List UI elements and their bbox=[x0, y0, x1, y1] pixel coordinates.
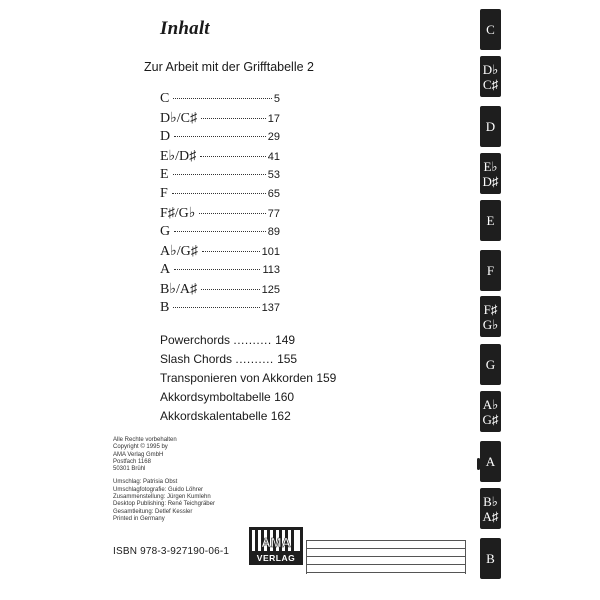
toc-page-number: 41 bbox=[267, 151, 280, 163]
toc-page-number: 89 bbox=[267, 226, 280, 238]
key-tab[interactable] bbox=[480, 488, 501, 529]
toc-page-number: 53 bbox=[267, 169, 280, 181]
toc-page-number: 29 bbox=[267, 131, 280, 143]
imprint-line: Copyright © 1995 by bbox=[113, 444, 168, 451]
imprint-line: Umschlag: Patrisia Obst bbox=[113, 479, 178, 486]
extra-label: Akkordsymboltabelle bbox=[160, 390, 271, 404]
toc-row[interactable] bbox=[160, 205, 280, 224]
publisher-block bbox=[113, 437, 215, 473]
toc-leader bbox=[174, 136, 266, 137]
imprint-line: Umschlagfotografie: Guido Löhrer bbox=[113, 486, 204, 493]
key-tab[interactable] bbox=[480, 9, 501, 50]
extra-label: Transponieren von Akkorden bbox=[160, 371, 313, 385]
toc-leader bbox=[202, 251, 260, 252]
toc-key: G bbox=[160, 224, 171, 239]
toc-row[interactable] bbox=[160, 300, 280, 319]
tab-label: A bbox=[485, 454, 496, 469]
imprint-line: 50301 Brühl bbox=[113, 466, 146, 473]
toc-row[interactable] bbox=[160, 262, 280, 281]
toc-row[interactable] bbox=[160, 148, 280, 167]
key-tab[interactable] bbox=[480, 200, 501, 241]
toc-key: B♭/A♯ bbox=[160, 282, 197, 297]
toc-key: E bbox=[160, 167, 169, 182]
imprint-line: Alle Rechte vorbehalten bbox=[113, 437, 177, 443]
toc-row[interactable] bbox=[160, 129, 280, 148]
tab-label: A♭ bbox=[482, 396, 499, 412]
extra-contents-list bbox=[160, 333, 336, 428]
toc-key: A♭/G♯ bbox=[160, 244, 198, 259]
toc-key: D bbox=[160, 129, 171, 144]
extra-row[interactable] bbox=[160, 390, 336, 409]
toc-leader bbox=[199, 213, 265, 214]
ama-verlag-logo bbox=[248, 526, 304, 566]
page-heading: Inhalt bbox=[160, 18, 210, 39]
toc-key: C bbox=[160, 91, 170, 106]
logo-top-text: AMA bbox=[261, 535, 291, 550]
key-tab[interactable] bbox=[480, 250, 501, 291]
toc-page-number: 137 bbox=[261, 302, 280, 314]
extra-page-number: 159 bbox=[316, 371, 337, 385]
tab-label-secondary: D♯ bbox=[482, 173, 499, 189]
extra-row[interactable] bbox=[160, 352, 336, 371]
extra-label: Slash Chords bbox=[160, 352, 233, 366]
tab-label-secondary: G♯ bbox=[482, 411, 499, 427]
key-tab[interactable] bbox=[480, 296, 501, 337]
isbn: ISBN 978-3-927190-06-1 bbox=[113, 546, 230, 557]
toc-leader bbox=[173, 98, 272, 99]
toc-row[interactable] bbox=[160, 110, 280, 129]
imprint-line: Gesamtleitung: Detlef Kessler bbox=[113, 508, 193, 515]
tab-label: D bbox=[485, 119, 496, 134]
imprint bbox=[113, 437, 215, 523]
extra-page-number: 155 bbox=[277, 352, 298, 366]
toc-row[interactable] bbox=[160, 243, 280, 262]
key-tab[interactable] bbox=[480, 441, 501, 482]
toc-page-number: 77 bbox=[267, 208, 280, 220]
tab-label: E bbox=[486, 213, 495, 228]
extra-row[interactable] bbox=[160, 371, 336, 390]
toc-leader bbox=[201, 289, 260, 290]
toc-leader bbox=[201, 118, 266, 119]
extra-leader: .......... bbox=[233, 333, 272, 347]
music-staff-decoration bbox=[306, 540, 466, 574]
key-tab[interactable] bbox=[480, 391, 501, 432]
toc-row[interactable] bbox=[160, 91, 280, 110]
toc-page-number: 5 bbox=[273, 93, 280, 105]
extra-page-number: 160 bbox=[274, 390, 295, 404]
toc-leader bbox=[173, 307, 259, 308]
toc-leader bbox=[174, 231, 266, 232]
toc-key: A bbox=[160, 262, 171, 277]
toc-leader bbox=[173, 174, 266, 175]
thumb-index-tabs bbox=[477, 0, 504, 600]
credits-block bbox=[113, 479, 215, 523]
extra-label: Powerchords bbox=[160, 333, 231, 347]
toc-leader bbox=[174, 269, 260, 270]
key-contents-list bbox=[160, 91, 280, 319]
imprint-line: Printed in Germany bbox=[113, 515, 165, 522]
extra-page-number: 149 bbox=[275, 333, 296, 347]
extra-row[interactable] bbox=[160, 409, 336, 428]
intro-entry: Zur Arbeit mit der Grifftabelle 2 bbox=[144, 60, 314, 74]
toc-key: E♭/D♯ bbox=[160, 149, 197, 164]
tab-label: F bbox=[486, 263, 495, 278]
toc-key: F♯/G♭ bbox=[160, 206, 196, 221]
toc-row[interactable] bbox=[160, 186, 280, 205]
tab-label: E♭ bbox=[483, 158, 498, 174]
tab-label-secondary: G♭ bbox=[482, 316, 499, 332]
toc-page-number: 125 bbox=[261, 284, 280, 296]
toc-row[interactable] bbox=[160, 281, 280, 300]
toc-page-number: 113 bbox=[262, 264, 280, 276]
toc-key: B bbox=[160, 300, 170, 315]
tab-label-secondary: A♯ bbox=[482, 508, 499, 524]
key-tab[interactable] bbox=[480, 344, 501, 385]
key-tab[interactable] bbox=[480, 153, 501, 194]
key-tab[interactable] bbox=[480, 538, 501, 579]
toc-page-number: 65 bbox=[267, 188, 280, 200]
logo-bottom-text: VERLAG bbox=[256, 553, 296, 563]
imprint-line: Desktop Publishing: René Teichgräber bbox=[113, 501, 215, 508]
tab-label: B♭ bbox=[483, 493, 498, 509]
toc-leader bbox=[172, 193, 266, 194]
key-tab[interactable] bbox=[480, 56, 501, 97]
tab-label: F♯ bbox=[483, 301, 498, 317]
toc-row[interactable] bbox=[160, 167, 280, 186]
toc-page-number: 17 bbox=[267, 113, 280, 125]
imprint-line: Postfach 1168 bbox=[113, 458, 151, 465]
tab-label: G bbox=[485, 357, 496, 372]
tab-label-secondary: C♯ bbox=[482, 76, 499, 92]
imprint-line: AMA Verlag GmbH bbox=[113, 451, 164, 458]
extra-row[interactable] bbox=[160, 333, 336, 352]
toc-key: F bbox=[160, 186, 168, 201]
toc-row[interactable] bbox=[160, 224, 280, 243]
tab-label: D♭ bbox=[482, 61, 499, 77]
extra-leader: .......... bbox=[235, 352, 274, 366]
imprint-line: Zusammenstellung: Jürgen Kumlehn bbox=[113, 494, 211, 501]
extra-page-number: 162 bbox=[270, 409, 291, 423]
toc-page-number: 101 bbox=[261, 246, 280, 258]
toc-leader bbox=[200, 156, 266, 157]
toc-key: D♭/C♯ bbox=[160, 111, 197, 126]
tab-label: C bbox=[486, 22, 495, 37]
key-tab[interactable] bbox=[480, 106, 501, 147]
tab-label: B bbox=[486, 551, 495, 566]
extra-label: Akkordskalentabelle bbox=[160, 409, 268, 423]
